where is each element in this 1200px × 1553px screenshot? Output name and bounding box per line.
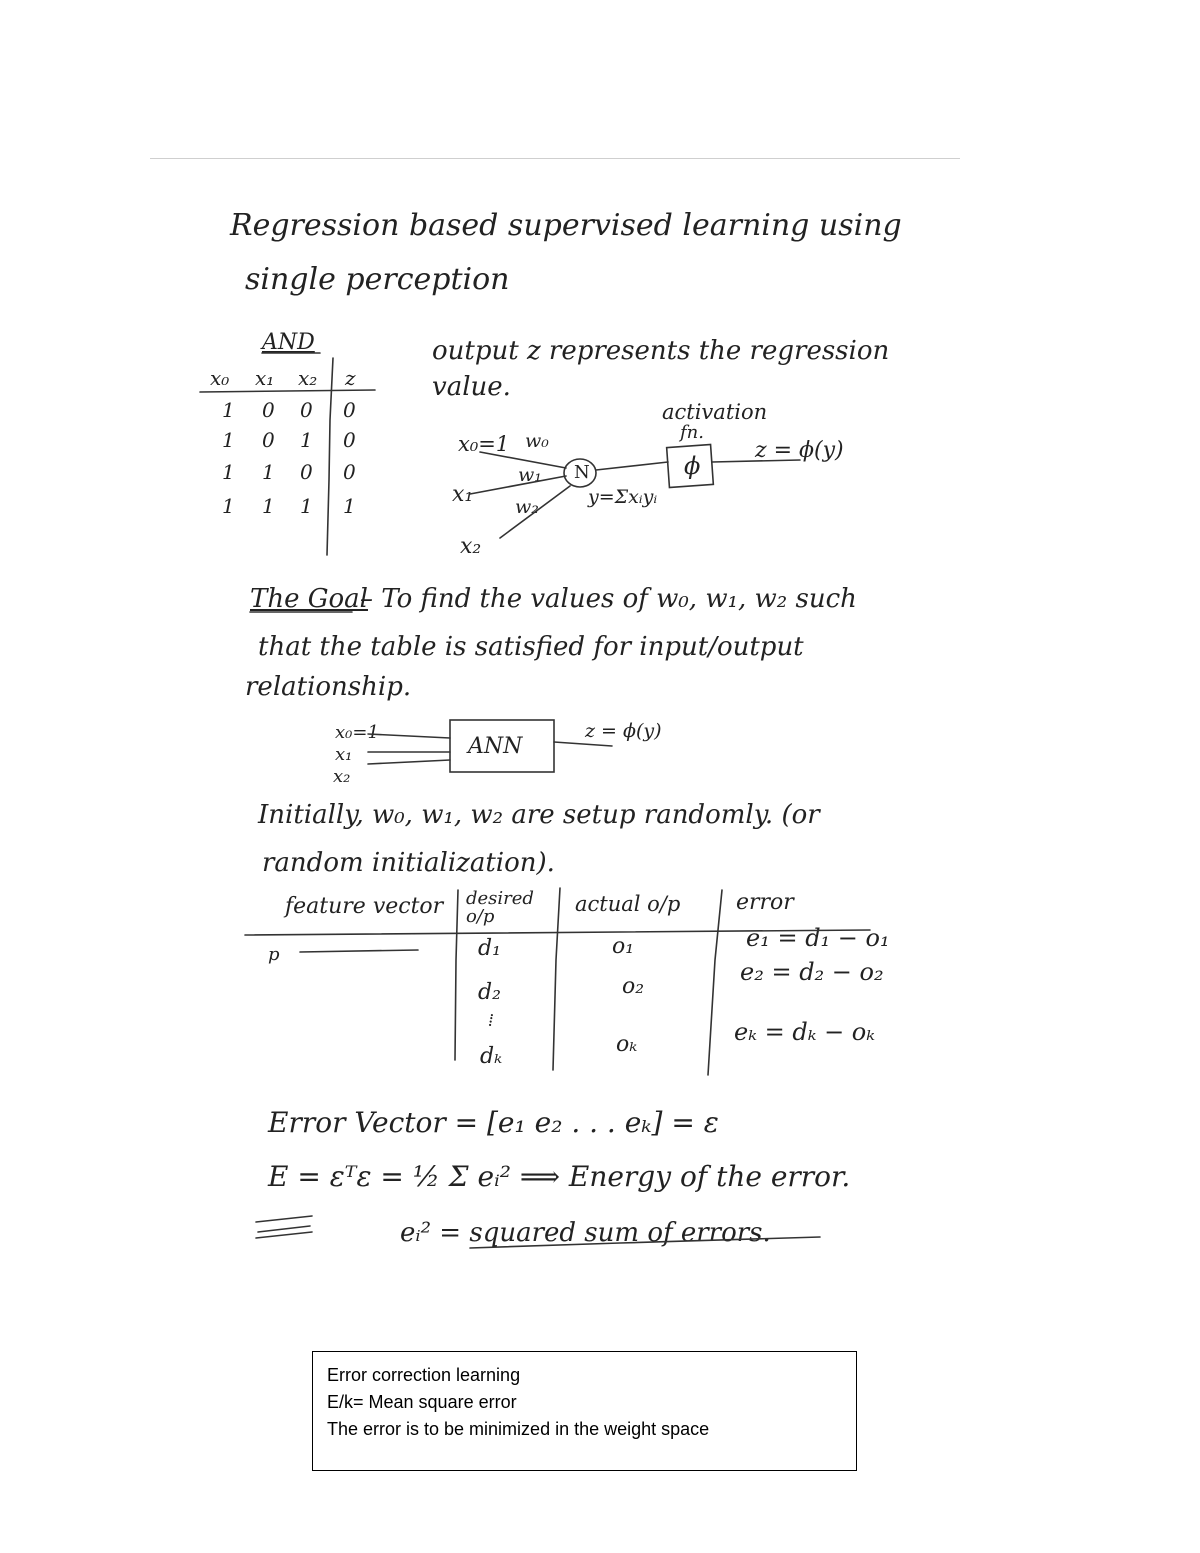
perceptron-w2: w₂ (515, 496, 539, 518)
and-cell: 1 (222, 460, 235, 484)
activation-phi: ϕ (684, 452, 701, 480)
and-table-label: AND (262, 330, 315, 355)
error-table-header-actual: actual o/p (575, 892, 681, 916)
and-cell: 1 (262, 460, 275, 484)
error-table-header-feature: feature vector (285, 894, 444, 919)
x0-to-node-line (480, 452, 566, 468)
perceptron-w1: w₁ (518, 464, 542, 486)
title-line-2: single perception (245, 262, 510, 297)
output-note-line-1: output z represents the regression (432, 336, 890, 366)
perceptron-x2: x₂ (460, 534, 482, 559)
and-cell: 0 (300, 398, 313, 422)
and-header-x2: x₂ (298, 366, 318, 390)
perceptron-w0: w₀ (525, 430, 549, 452)
desired-dk: dₖ (480, 1044, 503, 1069)
crossed-out-mark (256, 1216, 312, 1238)
neuron-node-label: N (574, 462, 590, 483)
feature-vector-arrow (300, 950, 418, 952)
neuron-node (564, 459, 596, 487)
note-box-line-2: E/k= Mean square error (327, 1392, 517, 1412)
initially-line-1: Initially, w₀, w₁, w₂ are setup randomly. (or (258, 800, 820, 830)
and-cell: 1 (222, 398, 235, 422)
perceptron-x0: x₀=1 (458, 432, 510, 456)
note-box-line-3: The error is to be minimized in the weight space (327, 1419, 710, 1439)
x1-to-node-line (470, 476, 566, 494)
error-table-divider-2 (553, 888, 560, 1070)
x2-to-node-line (500, 486, 570, 538)
and-cell: 0 (300, 460, 313, 484)
and-header-z: z (345, 366, 356, 390)
activation-label: activation (662, 400, 768, 424)
actual-o2: o₂ (622, 974, 645, 999)
and-cell: 0 (343, 460, 356, 484)
actual-o1: o₁ (612, 934, 635, 959)
desired-d2: d₂ (478, 980, 501, 1005)
and-cell: 1 (343, 494, 356, 518)
and-cell: 0 (343, 428, 356, 452)
and-table-divider (327, 358, 333, 555)
and-cell: 1 (222, 494, 235, 518)
ann-x2: x₂ (333, 766, 351, 787)
note-box (312, 1351, 857, 1471)
and-cell: 1 (222, 428, 235, 452)
activation-to-output-line (712, 460, 800, 462)
and-cell: 1 (300, 428, 313, 452)
energy-equation: E = εᵀε = ½ Σ eᵢ² ⟹ Energy of the error. (268, 1160, 851, 1193)
desired-dots: ⁞ (488, 1010, 494, 1031)
title-line-1: Regression based supervised learning using (230, 208, 902, 243)
ann-x0: x₀=1 (335, 722, 379, 743)
error-vector-equation: Error Vector = [e₁ e₂ . . . eₖ] = ε (268, 1106, 719, 1139)
ann-output: z = ϕ(y) (585, 720, 662, 742)
ann-input-line-0 (368, 734, 450, 738)
error-ek: eₖ = dₖ − oₖ (734, 1018, 876, 1046)
and-cell: 1 (262, 494, 275, 518)
squared-sum-underline (470, 1237, 820, 1248)
perceptron-x1: x₁ (452, 482, 474, 507)
and-header-x1: x₁ (255, 366, 275, 390)
ann-box (450, 720, 554, 772)
activation-fn-label: fn. (680, 422, 704, 443)
node-to-activation-line (596, 462, 668, 470)
ann-box-label: ANN (468, 734, 523, 759)
ann-output-line (554, 742, 612, 746)
feature-vector-p: p (268, 944, 280, 965)
output-note-line-2: value. (432, 372, 511, 402)
error-e1: e₁ = d₁ − o₁ (746, 924, 890, 952)
error-table-divider-1 (455, 890, 458, 1060)
and-cell: 0 (343, 398, 356, 422)
initially-line-2: random initialization). (262, 848, 555, 878)
and-cell: 1 (300, 494, 313, 518)
actual-ok: oₖ (616, 1032, 638, 1057)
goal-line-1: – To find the values of w₀, w₁, w₂ such (360, 584, 857, 614)
ann-input-line-2 (368, 760, 450, 764)
goal-line-3: relationship. (245, 672, 412, 702)
activation-box (667, 445, 714, 488)
perceptron-sum: y=Σxᵢyᵢ (588, 486, 658, 508)
note-box-line-1: Error correction learning (327, 1365, 521, 1385)
ann-x1: x₁ (335, 744, 353, 765)
error-table-divider-3 (708, 890, 722, 1075)
error-table-header-desired: desired o/p (466, 888, 534, 927)
and-cell: 0 (262, 428, 275, 452)
goal-line-2: that the table is satisfied for input/output (258, 632, 804, 662)
error-e2: e₂ = d₂ − o₂ (740, 958, 884, 986)
squared-sum-equation: eᵢ² = squared sum of errors. (400, 1218, 771, 1248)
and-cell: 0 (262, 398, 275, 422)
perceptron-output: z = ϕ(y) (755, 438, 844, 463)
and-header-x0: x₀ (210, 366, 230, 390)
and-table-header-rule (200, 390, 375, 392)
error-table-header-error: error (736, 890, 794, 915)
goal-label: The Goal (250, 584, 368, 614)
desired-d1: d₁ (478, 936, 501, 961)
